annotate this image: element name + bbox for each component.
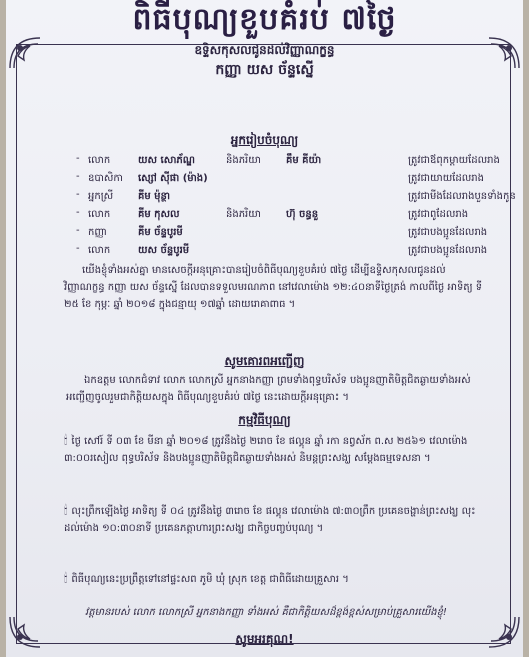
conjunction: និងភរិយា [226, 209, 261, 220]
honorific: លោក [88, 155, 111, 166]
dedication-subtitle: ឧទ្ទិសកុសលជូនដល់វិញ្ញាណក្ខន្ធ [194, 43, 335, 57]
honorific: អ្នកស្រី [88, 191, 114, 202]
candle-icon: 🕯 [64, 503, 68, 517]
intro-paragraph: យើងខ្ញុំទាំងអស់គ្នា មានសេចក្តីអនុគ្រោះបានរៀបចំពិធីបុណ្យខួបគំរប់ ៧ថ្ងៃ ដើម្បីឧទ្ទិសកុសលជូនដល់វិញ្ញាណក្ខន្ធ កញ្ញា យស ច័ន្ទស្នើ ដែលបានទទួលមរណភាព នៅវេលាម៉ោង ១២:៤០នាទីថ្ងៃត្រង់ កាលពីថ្ងៃ អាទិត្យ ទី ២៥ ខែ កុម្ភៈ ឆ្នាំ ២០១៨ ក្នុងជន្មាយុ ១៧ឆ្នាំ ដោយរោគាពាធ ។ [64, 265, 483, 310]
invitation-sheet [6, 0, 523, 657]
spouse-name: ហ៊ុ ចន្ធនួ [286, 209, 319, 220]
list-item: - ឧបាសិកា ស្សៅ ស៊ីផា (ម៉ាង) ត្រូវជាយាយដែលរាង [76, 171, 484, 184]
conjunction: និងភរិយា [226, 155, 261, 166]
relation: ត្រូវជាបងប្អូនដែលរាង [408, 227, 488, 238]
list-item: - លោក យស ច័ន្ទបូរមី ត្រូវជាបងប្អូនដែលរាង [76, 243, 488, 256]
organizers-heading: អ្នករៀបចំបុណ្យ [230, 133, 299, 147]
person-name: ស្សៅ ស៊ីផា (ម៉ាង) [138, 173, 208, 184]
page-title: ពិធីបុណ្យខួបគំរប់ ៧ថ្ងៃ [132, 2, 397, 37]
invitation-paragraph: ឯកឧត្តម លោកជំទាវ លោក លោកស្រី អ្នកនាងកញ្ញា ព្រមទាំងពុទ្ធបរិស័ទ បងប្អូនញាតិមិត្តជិតឆ្ងាយទាំងអស់ អញ្ជើញចូលរួមជាកិត្តិយសក្នុង ពិធីបុណ្យខួបគំរប់ ៧ថ្ងៃ នេះដោយក្តីអនុគ្រោះ ។ [66, 375, 471, 403]
program-item-text: ថ្ងៃ សៅរ៍ ទី ០៣ ខែ មីនា ឆ្នាំ ២០១៨ ត្រូវនឹងថ្ងៃ ២រោច ខែ ផល្គុន ឆ្នាំ រកា នព្វស័ក ព.ស ២៥៦១ វេលាម៉ោង ៣:០០រសៀល ពុទ្ធបរិស័ទ និងបងប្អូនញាតិមិត្តជិតឆ្ងាយទាំងអស់ និមន្តព្រះសង្ឃ សម្តែងធម្មទេសនា ។ [64, 436, 468, 464]
deceased-name: កញ្ញា យស ច័ន្ទស្នើ [215, 62, 314, 78]
candle-icon: 🕯 [64, 433, 68, 447]
spouse-name: គឹម គីយ៉ា [286, 155, 322, 166]
program-item-text: ពិធីបុណ្យនេះប្រព្រឹត្តទៅនៅផ្ទះសព ភូមិ ឃុំ ស្រុក ខេត្ត ជាពិធីដោយគ្រួសារ ។ [71, 574, 349, 585]
honorific: លោក [88, 245, 111, 256]
relation: ត្រូវជាបងប្អូនដែលរាង [408, 245, 488, 256]
person-name: គីម កុសល [138, 209, 180, 220]
list-item: - លោក យស សោភ័ណ្ឌ និងភរិយា គឹម គីយ៉ា ត្រូវជាឪពុកម្តាយដែលរាង [76, 153, 500, 166]
program-item [64, 432, 484, 467]
list-item: - កញ្ញា គីម ច័ន្ទបូរមី ត្រូវជាបងប្អូនដែលរាង [76, 225, 488, 238]
honorific: លោក [88, 209, 111, 220]
honorific: ឧបាសិកា [88, 173, 123, 184]
relation: ត្រូវជាមីងដែលរាងបួនទាំងកូន [408, 191, 516, 202]
program-item-text: លុះព្រឹកឡើងថ្ងៃ អាទិត្យ ទី ០៤ ត្រូវនឹងថ្ងៃ ៣រោច ខែ ផល្គុន វេលាម៉ោង ៧:៣០ព្រឹក ប្រគេនចង្ហាន់ព្រះសង្ឃ លុះដល់ម៉ោង ១០:៣០នាទី ប្រគេនភត្តាហារព្រះសង្ឃ ជាកិច្ចបញ្ចប់បុណ្យ ។ [64, 506, 476, 534]
program-item [64, 570, 484, 588]
thanks-heading: សូមអរគុណ! [235, 632, 294, 646]
organizers-list [66, 151, 516, 259]
person-name: គីម ច័ន្ទបូរមី [138, 227, 183, 238]
closing-note: វត្តមានរបស់ លោក លោកស្រី អ្នកនាងកញ្ញា ទាំងអស់ គឺជាកិត្តិយសដ៏ខ្ពង់ខ្ពស់សម្រាប់គ្រួសារយើងខ្ញុំ! [85, 607, 447, 618]
list-item: - អ្នកស្រី គីម ម៉ុន្ថា ត្រូវជាមីងដែលរាងបួនទាំងកូន [76, 189, 516, 202]
person-name: យស ច័ន្ទបូរមី [138, 245, 190, 256]
relation: ត្រូវជាពូដែលរាង [408, 209, 469, 220]
invitation-heading: សូមគោរពអញ្ជើញ [224, 354, 305, 368]
relation: ត្រូវជាយាយដែលរាង [408, 173, 484, 184]
honorific: កញ្ញា [88, 227, 107, 238]
person-name: គីម ម៉ុន្ថា [138, 191, 171, 202]
candle-icon: 🕯 [64, 571, 68, 585]
list-item: - លោក គីម កុសល និងភរិយា ហ៊ុ ចន្ធនួ ត្រូវជាពូដែលរាង [76, 207, 469, 220]
person-name: យស សោភ័ណ្ឌ [138, 155, 195, 166]
relation: ត្រូវជាឪពុកម្តាយដែលរាង [408, 155, 500, 166]
program-heading: កម្មវិធីបុណ្យ [238, 413, 291, 427]
program-item [64, 502, 484, 537]
